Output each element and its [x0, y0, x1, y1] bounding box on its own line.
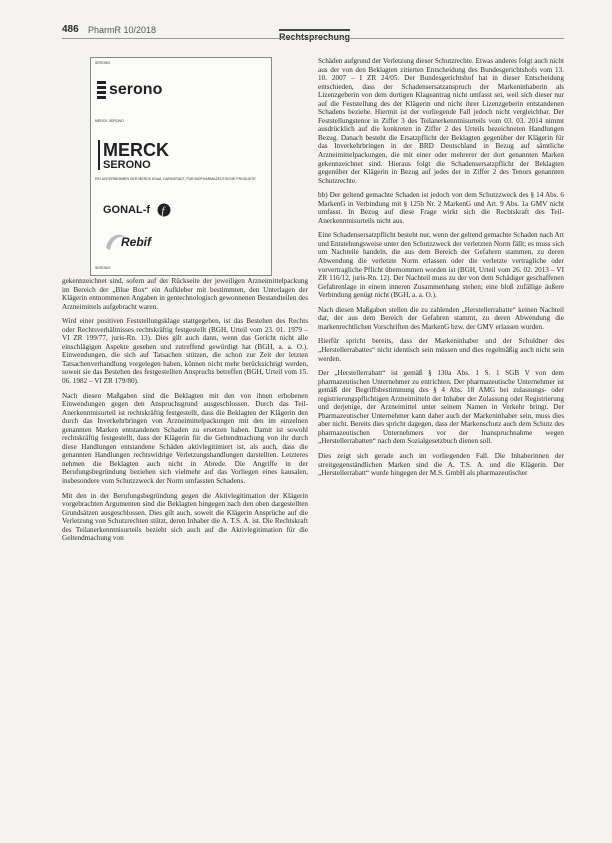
right-paragraph-2: bb) Der geltend gemachte Schaden ist jedoch von dem Schutzzweck des § 14 Abs. 6 MarkenG in Verbindung mit § 125b Nr. 2 MarkenG und Art. 9 Abs. 1a GMV nicht umfasst. In Bezug auf diese Frage wirkt sich die Rechtskraft des Teil-Anerkenntnisurteils nicht aus.	[318, 191, 564, 225]
left-column	[62, 277, 308, 549]
page-header	[62, 24, 564, 42]
header-rule	[62, 38, 564, 39]
left-paragraph-1: gekennzeichnet sind, sofern auf der Rückseite der jeweiligen Arzneimittelpackung im Bereich der „Blue Box“ ein Aufkleber mit bestimmten, den Unterlagen der Klägerin entnommenen Angaben in gentechnologisch gewonnenen Bestandteilen des Arzneimittels aufgebracht waren.	[62, 277, 308, 311]
svg-text:f: f	[161, 206, 165, 217]
figure-label-mid: MERCK SERONO	[95, 119, 124, 123]
left-paragraph-2: Wird einer positiven Feststellungsklage stattgegeben, ist das Bestehen des Rechts oder Rechtsverhältnisses rechtskräftig festgestellt (BGH, Urteil vom 23. 01. 1979 – VI ZR 199/77, juris-Rn. 13). Dies gilt auch dann, wenn das Gericht nicht alle einschlägigen Aspekte gesehen und zutreffend gewürdigt hat (BGH, a. a. O.). Einwendungen, die sich auf Tatsachen stützen, die schon zur Zeit der letzten Tatsachenverhandlung vorgelegen haben, können nicht mehr berücksichtigt werden, soweit sie das Bestehen des festgestellten Anspruchs betreffen (BGH, Urteil vom 15. 06. 1982 – VI ZR 179/80).	[62, 317, 308, 386]
right-paragraph-4: Nach diesen Maßgaben stellen die zu zahlenden „Herstellerrabatte“ keinen Nachteil dar, der aus dem Bereich der Gefahren stammt, zu deren Abwendung die markenrechtlichen Vorschriften des MarkenG bzw. der GMV erlassen wurden.	[318, 305, 564, 331]
merck-logo-text: MERCK	[103, 140, 169, 160]
right-paragraph-3: Eine Schadensersatzpflicht besteht nur, wenn der geltend gemachte Schaden nach Art und Entstehungsweise unter den Schutzzweck der verletzten Norm fällt; es muss sich um Nachteile handeln, die aus dem Bereich der Gefahren stammen, zu deren Abwendung die verletzte Norm erlassen oder die verletzte vertragliche oder vorvertragliche Pflicht übernommen worden ist (BGH, Urteil vom 26. 02. 2013 – VI ZR 116/12, juris-Rn. 12). Der Nachteil muss zu der von dem Schädiger geschaffenen Gefahrenlage in einem inneren Zusammenhang stehen; eine bloß zufällige äußere Verbindung genügt nicht (BGH, a. a. O.).	[318, 231, 564, 300]
rebif-logo-text: Rebif	[121, 235, 151, 249]
right-paragraph-6: Der „Herstellerrabatt“ ist gemäß § 130a Abs. 1 S. 1 SGB V von dem pharmazeutischen Unternehmer zu entrichten. Der pharmazeutische Unternehmer ist gemäß der Begriffsbestimmung des § 4 Abs. 18 AMG bei zulassungs- oder registrierungspflichtigen Arzneimitteln der Inhaber der Zulassung oder Registrierung und derjenige, der Arzneimittel unter seinem Namen in Verkehr bringt. Der Pharmazeutischer Unternehmer kann daher auch der Markeninhaber sein, muss dies aber nicht. Bereits dies spricht dagegen, dass der Markenschutz auch dem Schutz des pharmazeutischen Unternehmers vor der Inanspruchnahme wegen „Herstellerrabatten“ nach dem Sozialgesetzbuch dienen soll.	[318, 369, 564, 446]
serono-logo-icon	[97, 81, 107, 99]
figure-label-bottom: SERONO	[95, 266, 111, 270]
journal-citation: PharmR 10/2018	[88, 25, 157, 35]
serono-logo-text: serono	[109, 81, 163, 98]
gonal-f-logo-text: GONAL-f	[103, 204, 151, 216]
page-number: 486	[62, 24, 79, 35]
right-paragraph-7: Dies zeigt sich gerade auch im vorliegenden Fall. Die Inhaberinnen der streitgegenständlichen Marken sind die A. T.S. A. und die Klägerin. Der „Herstellerrabatt“ wurde hingegen der M.S. GmbH als pharmazeutischer	[318, 451, 564, 478]
right-paragraph-1: Schäden aufgrund der Verletzung dieser Schutzrechte. Etwas anderes folgt auch nicht aus der von den Beklagten zitierten Entscheidung des Bundesgerichtshofs vom 13. 10. 2007 – I ZR 24/05. Der Bundesgerichtshof hat in dieser Entscheidung entschieden, dass der Schadensersatzanspruch der Markeninhaberin als Lizenzgeberin von dem dortigen Klageantrag nicht umfasst sei, weil sich dieser nur auf die Feststellung des der Klägerin und nicht ihrer Lizenzgeberin entstandenen Schadens beziehe. Hiermit ist der vorliegende Fall jedoch nicht vergleichbar. Der Feststellungstenor in Ziffer 3 des Teilanerkenntnisurteils vom 03. 03. 2014 nimmt ausdrücklich auf die konkreten in Ziffer 2 des Urteils bezeichneten Handlungen Bezug. Danach besteht die Ersatzpflicht der Beklagten gegenüber der Klägerin für das Inverkehrbringen in der BRD Deutschland in Bezug auf sämtliche Arzneimittelpackungen, die mit einer oder mehrerer der dort genannten Marken gekennzeichnet sind. Hieraus folgt die Schadensersatzpflicht der Beklagten gegenüber der Klägerin in Bezug auf jedes der in Ziffer 2 des Tenors genannten Schutzrechte.	[318, 57, 564, 185]
right-paragraph-5: Hierfür spricht bereits, dass der Markeninhaber und der Schuldner des „Herstellerrabattes“ nicht identisch sein müssen und dies regelmäßig auch nicht sein werden.	[318, 337, 564, 363]
left-paragraph-3: Nach diesen Maßgaben sind die Beklagten mit den von ihnen erhobenen Einwendungen gegen den Anspruchsgrund ausgeschlossen. Durch das Teil-Anerkenntnisurteil ist rechtskräftig festgestellt, dass die Beklagten der Klägerin den durch das Inverkehrbringen von Arzneimittelpackungen mit den im einzelnen genannten Marken entstandenen Schaden zu ersetzen haben. Damit ist sowohl rechtskräftig festgestellt, dass der Klägerin für die Geltendmachung von ihr durch diese Handlungen entstandene Schäden aktivlegitimiert ist, als auch, dass die genannten Handlungen rechtswidrige Verletzungshandlungen darstellten. Letzteres nehmen die Beklagten auch nicht in Abrede. Die Angriffe in der Berufungsbegründung beziehen sich vielmehr auf das Vorliegen eines kausalen, insbesondere vom Schutzzweck der Norm umfassten Schadens.	[62, 391, 308, 486]
trademark-figure	[90, 57, 272, 276]
right-column	[318, 57, 564, 484]
section-title: Rechtsprechung	[279, 29, 350, 42]
gonal-f-circle-icon	[157, 203, 171, 217]
figure-small-print: EIN UNTERNEHMEN DER MERCK KGaA, DARMSTADT, FÜR BIOPHARMAZEUTISCHE PRODUKTE	[95, 177, 256, 181]
figure-label-top: SERONO	[95, 61, 111, 65]
left-paragraph-4: Mit den in der Berufungsbegründung gegen die Aktivlegitimation der Klägerin vorgebrachten Argumenten sind die Beklagten hingegen nach den oben dargestellten Grundsätzen ausgeschlossen. Dies gilt auch, soweit die Klägerin Ansprüche auf die Verletzung von Schutzrechten stützt, deren Inhaber die A. T.S. A. ist. Die Rechtskraft des Teilanerkenntnisurteils bezieht sich auch auf die Aktivlegitimation für die Geltendmachung von	[62, 491, 308, 543]
merck-serono-text: SERONO	[103, 159, 151, 171]
